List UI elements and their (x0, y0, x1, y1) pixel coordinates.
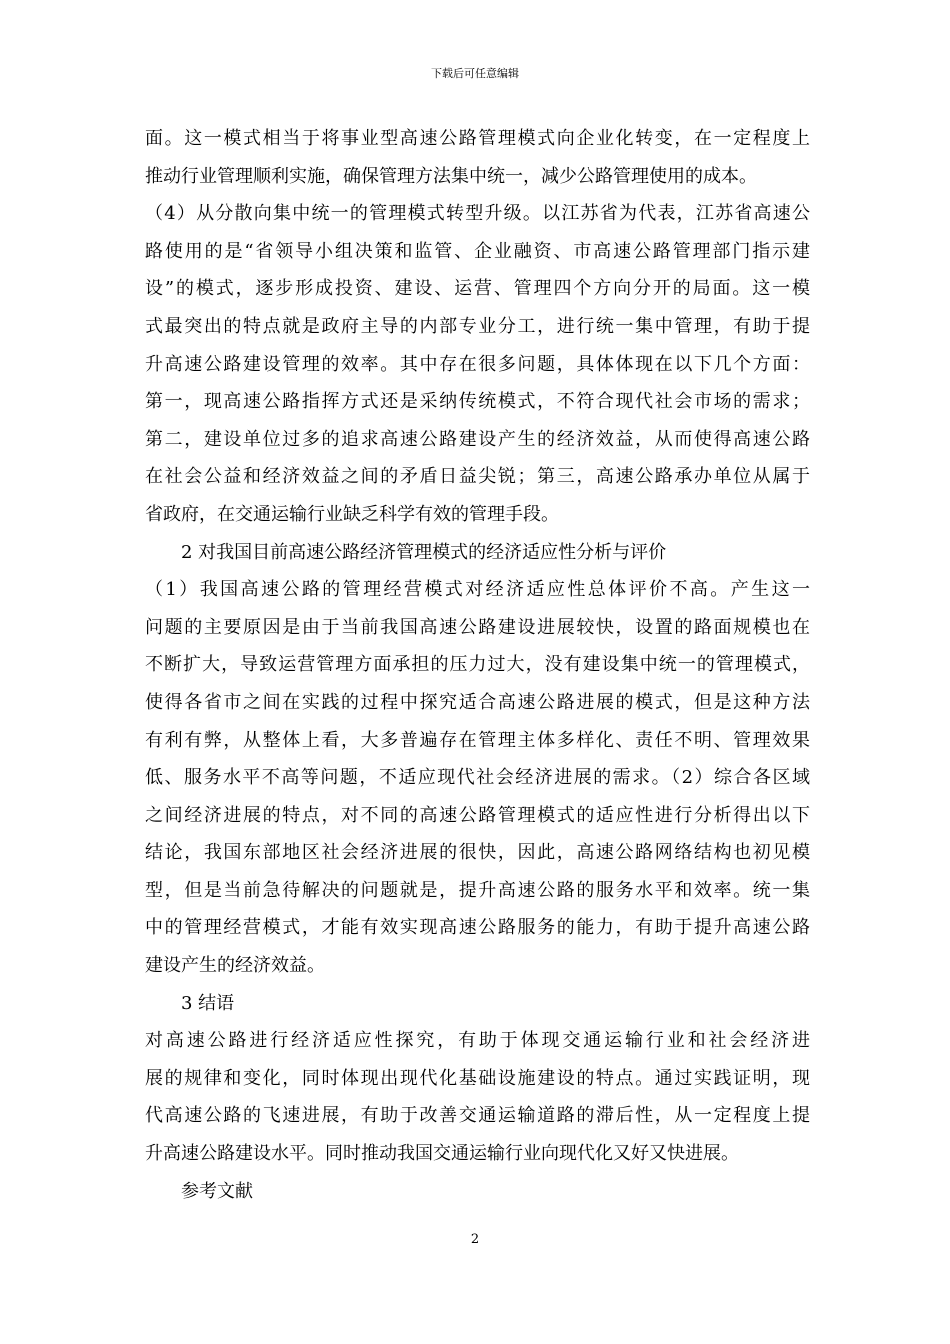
text-line: 中的管理经营模式，才能有效实现高速公路服务的能力，有助于提升高速公路 (145, 917, 810, 939)
text-line: 省政府，在交通运输行业缺乏科学有效的管理手段。 (145, 503, 559, 525)
text-line: 问题的主要原因是由于当前我国高速公路建设进展较快，设置的路面规模也在 (145, 616, 810, 638)
text-line: 路使用的是“省领导小组决策和监管、企业融资、市高速公路管理部门指示建 (145, 240, 810, 262)
text-line: 建设产生的经济效益。 (145, 955, 325, 977)
paragraph-p2 (145, 195, 810, 533)
text-line: 代高速公路的飞速进展，有助于改善交通运输道路的滞后性，从一定程度上提 (145, 1105, 810, 1127)
text-line: 在社会公益和经济效益之间的矛盾日益尖锐；第三，高速公路承办单位从属于 (145, 466, 810, 488)
paragraph-h2 (145, 534, 810, 572)
paragraph-p3 (145, 571, 810, 985)
text-line: 型，但是当前急待解决的问题就是，提升高速公路的服务水平和效率。统一集 (145, 879, 810, 901)
text-line: 式最突出的特点就是政府主导的内部专业分工，进行统一集中管理，有助于提 (145, 315, 810, 337)
text-line: 对高速公路进行经济适应性探究，有助于体现交通运输行业和社会经济进 (145, 1030, 810, 1052)
text-line: 2 对我国目前高速公路经济管理模式的经济适应性分析与评价 (181, 541, 667, 563)
text-line: 3 结语 (181, 992, 235, 1014)
text-line: 有利有弊，从整体上看，大多普遍存在管理主体多样化、责任不明、管理效果 (145, 729, 810, 751)
text-line: 面。这一模式相当于将事业型高速公路管理模式向企业化转变，在一定程度上 (145, 128, 810, 149)
text-line: 结论，我国东部地区社会经济进展的很快，因此，高速公路网络结构也初见模 (145, 842, 810, 864)
text-line: （1）我国高速公路的管理经营模式对经济适应性总体评价不高。产生这一 (145, 579, 810, 601)
document-body (145, 120, 810, 1210)
text-line: 低、服务水平不高等问题，不适应现代社会经济进展的需求。（2）综合各区域 (145, 767, 810, 789)
page-header: 下载后可任意编辑 (431, 67, 519, 80)
text-line: 不断扩大，导致运营管理方面承担的压力过大，没有建设集中统一的管理模式， (145, 654, 810, 676)
text-line: （4）从分散向集中统一的管理模式转型升级。以江苏省为代表，江苏省高速公 (145, 203, 810, 225)
text-line: 第二，建设单位过多的追求高速公路建设产生的经济效益，从而使得高速公路 (145, 428, 810, 450)
text-line: 设”的模式，逐步形成投资、建设、运营、管理四个方向分开的局面。这一模 (145, 278, 810, 300)
text-line: 第一，现高速公路指挥方式还是采纳传统模式，不符合现代社会市场的需求； (145, 391, 810, 413)
page-number: 2 (470, 1232, 480, 1247)
text-line: 展的规律和变化，同时体现出现代化基础设施建设的特点。通过实践证明，现 (145, 1067, 810, 1089)
text-line: 升高速公路建设管理的效率。其中存在很多问题，具体体现在以下几个方面： (145, 353, 810, 375)
text-line: 参考文献 (181, 1180, 253, 1202)
paragraph-h4 (145, 1173, 810, 1211)
text-line: 推动行业管理顺利实施，确保管理方法集中统一，减少公路管理使用的成本。 (145, 165, 757, 187)
paragraph-p1 (145, 120, 810, 195)
paragraph-h3 (145, 985, 810, 1023)
text-line: 使得各省市之间在实践的过程中探究适合高速公路进展的模式，但是这种方法 (145, 691, 810, 713)
paragraph-p4 (145, 1022, 810, 1172)
text-line: 升高速公路建设水平。同时推动我国交通运输行业向现代化又好又快进展。 (145, 1143, 739, 1165)
text-line: 之间经济进展的特点，对不同的高速公路管理模式的适应性进行分析得出以下 (145, 804, 810, 826)
